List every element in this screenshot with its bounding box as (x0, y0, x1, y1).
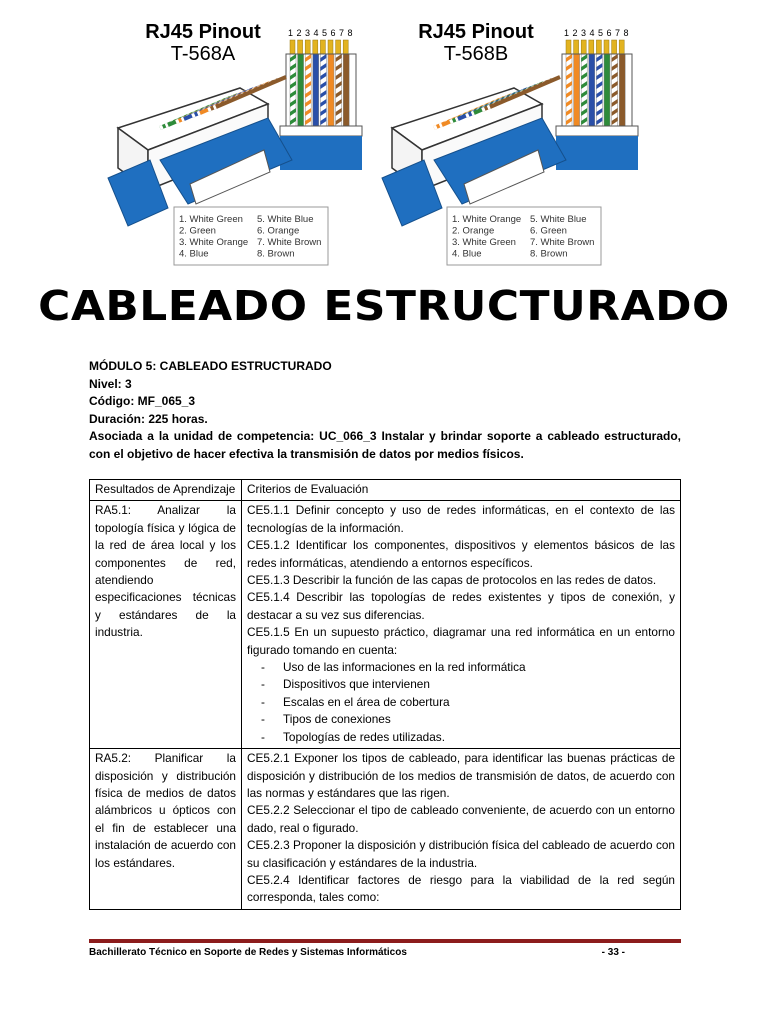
legend-entry: 8. Brown (530, 248, 568, 260)
legend-entry: 2. Green (179, 225, 216, 237)
bullet-item: - Topologías de redes utilizadas. (261, 729, 445, 744)
bullet-item: - Escalas en el área de cobertura (261, 694, 450, 709)
pin-contact (574, 40, 579, 54)
legend-entry: 3. White Orange (179, 237, 249, 248)
pin-numbers: 1 2 3 4 5 6 7 8 (288, 28, 354, 38)
criterion: CE5.1.4 Describir las topologías de redes existentes y tipos de conexión, y destacar a su vez sus diferencias. (247, 590, 675, 622)
page-title: CABLEADO ESTRUCTURADO (38, 282, 730, 330)
legend-entry: 6. Green (530, 225, 567, 237)
module-competency: Asociada a la unidad de competencia: UC_066_3 Instalar y brindar soporte a cableado estructurado, con el objetivo de hacer efectiva la transmisión de datos por medios físicos. (89, 429, 681, 461)
wire (589, 54, 595, 126)
legend-entry: 8. Brown (257, 248, 295, 260)
wire (574, 54, 580, 126)
legend-entry: 5. White Blue (530, 214, 587, 225)
bullet-item: - Uso de las informaciones en la red informática (261, 660, 526, 675)
pin-contact (612, 40, 617, 54)
criteria-cell (242, 501, 681, 749)
criterion: CE5.1.2 Identificar los componentes, dispositivos y elementos básicos de las redes informáticas, atendiendo a entornos específicos. (247, 538, 675, 570)
connector-illustration (108, 77, 292, 226)
legend-entry: 1. White Green (179, 214, 243, 225)
legend-entry: 2. Orange (452, 225, 495, 237)
wire (313, 54, 319, 126)
footer-text: Bachillerato Técnico en Soporte de Redes y Sistemas Informáticos (89, 947, 407, 958)
wire (604, 54, 610, 126)
wire (320, 54, 326, 126)
wire (619, 54, 625, 126)
criterion: CE5.1.3 Describir la función de las capas de protocolos en las redes de datos. (247, 573, 657, 588)
wire (290, 54, 296, 126)
criterion: CE5.2.4 Identificar factores de riesgo para la viabilidad de la red según corresponda, tales como: (247, 872, 675, 905)
pin-contact (313, 40, 318, 54)
pin-contact (581, 40, 586, 54)
pin-contact (619, 40, 624, 54)
wire (305, 54, 311, 126)
footer-rule (89, 939, 681, 943)
pin-contact (305, 40, 310, 54)
criterion: CE5.1.1 Definir concepto y uso de redes informáticas, en el contexto de las tecnologías de la información. (247, 503, 675, 535)
criterion: CE5.1.5 En un supuesto práctico, diagramar una red informática en un entorno figurado tomando en cuenta: (247, 625, 675, 657)
pin-contact (596, 40, 601, 54)
wire (343, 54, 349, 126)
wire (596, 54, 602, 126)
legend-entry: 1. White Orange (452, 214, 522, 225)
figure-subtitle: T-568B (443, 43, 509, 65)
pin-numbers: 1 2 3 4 5 6 7 8 (564, 28, 630, 38)
pin-contact (343, 40, 348, 54)
pin-contact (604, 40, 609, 54)
module-info (89, 358, 681, 464)
page-footer (89, 947, 681, 958)
cable-jacket (280, 126, 362, 136)
legend-entry: 5. White Blue (257, 214, 314, 225)
pin-contact (589, 40, 594, 54)
pin-contact (298, 40, 303, 54)
module-level: Nivel: 3 (89, 376, 132, 391)
module-code: Código: MF_065_3 (89, 394, 196, 409)
wire-order-diagram (280, 40, 362, 170)
legend-entry: 4. Blue (452, 248, 482, 260)
criterion: CE5.2.1 Exponer los tipos de cableado, para identificar las buenas prácticas de disposición y distribución de los medios de transmisión de datos, de acuerdo con las normas y estándares que las rigen. (247, 751, 675, 800)
figure-subtitle: T-568A (170, 43, 236, 65)
cable (556, 136, 638, 170)
header-criterios: Criterios de Evaluación (242, 480, 681, 501)
page-number: - 33 - (601, 947, 625, 958)
wire (298, 54, 304, 126)
wire (336, 54, 342, 126)
criteria-cell (242, 749, 681, 910)
header-resultados: Resultados de Aprendizaje (90, 480, 242, 501)
rj45-pinout-t568b-figure (382, 21, 638, 265)
wire (566, 54, 572, 126)
pin-contact (336, 40, 341, 54)
legend-entry: 6. Orange (257, 225, 300, 237)
figure-title: RJ45 Pinout (418, 21, 534, 43)
pin-contact (320, 40, 325, 54)
bullet-item: - Dispositivos que intervienen (261, 677, 430, 692)
ra-label: RA5.1: Analizar la topología física y lógica de la red de área local y los componentes de red, atendiendo especificaciones técnicas y estándares de la industria. (90, 501, 242, 749)
wire-order-diagram (556, 40, 638, 170)
legend-entry: 3. White Green (452, 237, 516, 248)
evaluation-table (89, 479, 681, 910)
criterion: CE5.2.2 Seleccionar el tipo de cableado conveniente, de acuerdo con un entorno dado, real o figurado. (247, 803, 675, 835)
bullet-item: - Tipos de conexiones (261, 712, 391, 727)
ra-label: RA5.2: Planificar la disposición y distribución física de medios de datos alámbricos u ópticos con el fin de establecer una instalación de acuerdo con los estándares. (90, 749, 242, 910)
module-name: MÓDULO 5: CABLEADO ESTRUCTURADO (89, 359, 332, 373)
table-header-row (90, 480, 681, 501)
table-row (90, 749, 681, 910)
legend-entry: 7. White Brown (530, 237, 595, 248)
legend-entry: 4. Blue (179, 248, 209, 260)
connector-illustration (382, 77, 566, 226)
wire (328, 54, 334, 126)
rj45-pinout-t568a-figure (108, 21, 362, 265)
wire (581, 54, 587, 126)
pin-contact (566, 40, 571, 54)
module-duration: Duración: 225 horas. (89, 411, 208, 426)
pin-contact (328, 40, 333, 54)
wire (612, 54, 618, 126)
figure-title: RJ45 Pinout (145, 21, 261, 43)
cable (280, 136, 362, 170)
criterion: CE5.2.3 Proponer la disposición y distribución física del cableado de acuerdo con su clasificación y estándares de la industria. (247, 838, 675, 870)
cable-jacket (556, 126, 638, 136)
rj45-figures (0, 0, 768, 275)
legend-entry: 7. White Brown (257, 237, 322, 248)
table-row (90, 501, 681, 749)
pin-contact (290, 40, 295, 54)
